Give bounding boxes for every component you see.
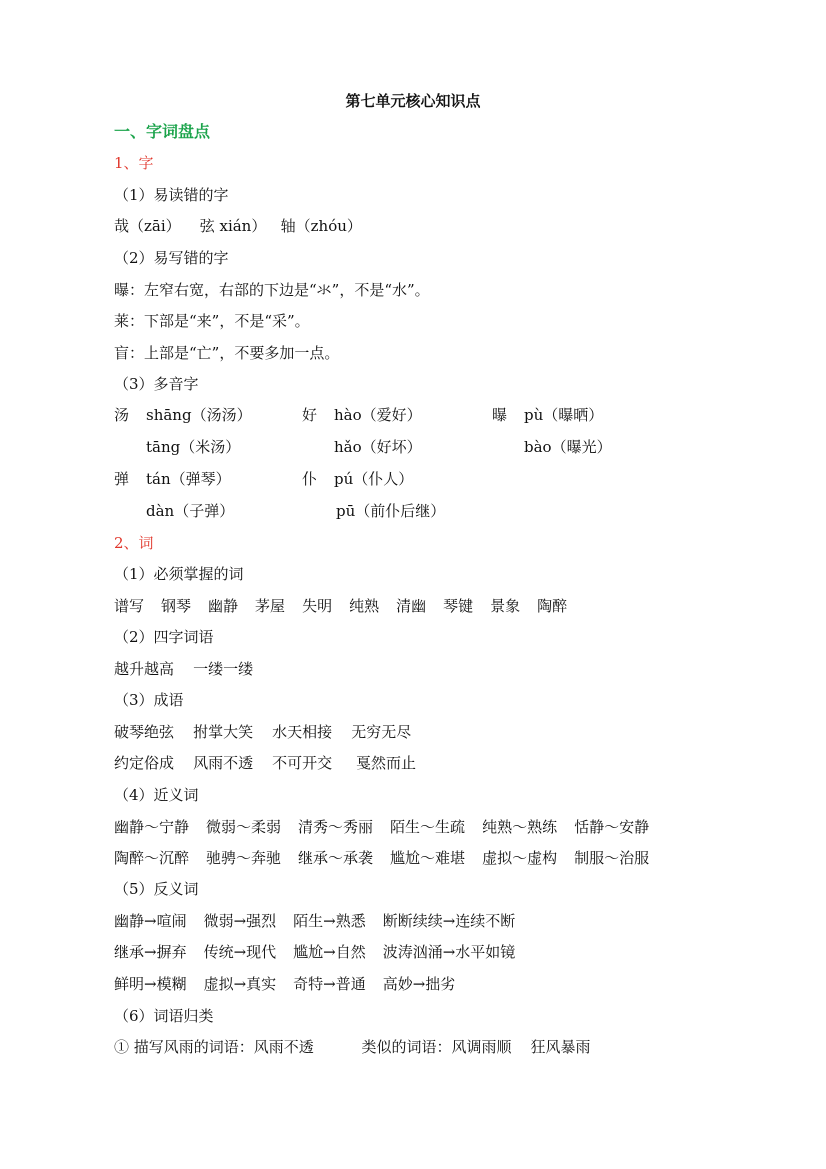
word-pair: 波涛汹涌→水平如镜 <box>382 943 516 961</box>
synonyms-row-1 <box>114 817 666 837</box>
word-pair: 继承～承袭 <box>298 849 374 867</box>
item-heading-idioms: （3）成语 <box>114 691 184 709</box>
item-heading-misread: （1）易读错的字 <box>114 186 229 204</box>
poly-reading: hǎo（好坏） <box>334 438 422 456</box>
item-heading-classification: （6）词语归类 <box>114 1007 214 1025</box>
word-pair: 清秀～秀丽 <box>298 818 374 836</box>
page-title: 第七单元核心知识点 <box>345 92 481 110</box>
word: 幽静 <box>208 597 239 615</box>
antonyms-row-2 <box>114 942 532 962</box>
word: 失明 <box>302 597 333 615</box>
word-pair: 陌生→熟悉 <box>293 912 366 930</box>
word-pair: 传统→现代 <box>203 943 277 961</box>
classification-line-1: ① 描写风雨的词语：风雨不透 类似的词语：风调雨顺 狂风暴雨 <box>114 1038 591 1056</box>
word: 谱写 <box>114 597 145 615</box>
word-pair: 恬静～安静 <box>574 818 650 836</box>
idioms-line-1: 破琴绝弦 拊掌大笑 水天相接 无穷无尽 <box>114 723 412 741</box>
poly-reading: bào（曝光） <box>524 438 612 456</box>
must-master-words-row <box>114 596 584 616</box>
word-pair: 尴尬→自然 <box>293 943 366 961</box>
word-pair: 鲜明→模糊 <box>114 975 187 993</box>
miswritten-line-3: 盲：上部是“亡”，不要多加一点。 <box>114 344 340 362</box>
word-pair: 继承→摒弃 <box>114 943 187 961</box>
poly-char-tang: 汤 <box>114 406 130 424</box>
item-heading-must-master: （1）必须掌握的词 <box>114 565 244 583</box>
word-pair: 驰骋～奔驰 <box>206 849 282 867</box>
word: 钢琴 <box>161 597 192 615</box>
word-pair: 尴尬～难堪 <box>390 849 466 867</box>
word-pair: 微弱→强烈 <box>203 912 277 930</box>
word: 清幽 <box>396 597 427 615</box>
poly-reading: hào（爱好） <box>334 406 422 424</box>
word-pair: 制服～治服 <box>574 849 650 867</box>
poly-reading: dàn（子弹） <box>146 502 235 520</box>
word: 茅屋 <box>255 597 286 615</box>
word: 陶醉 <box>537 597 568 615</box>
poly-reading: shāng（汤汤） <box>146 406 252 424</box>
miswritten-line-2: 莱：下部是“来”，不是“采”。 <box>114 312 310 330</box>
word-pair: 纯熟～熟练 <box>482 818 558 836</box>
poly-reading: pū（前仆后继） <box>336 502 446 520</box>
word-pair: 奇特→普通 <box>293 975 366 993</box>
section-heading-1: 一、字词盘点 <box>114 122 211 141</box>
word-pair: 虚拟～虚构 <box>482 849 558 867</box>
word-pair: 陌生～生疏 <box>390 818 466 836</box>
item-heading-polyphonic: （3）多音字 <box>114 375 199 393</box>
poly-reading: tāng（米汤） <box>146 438 241 456</box>
subsection-heading-chars: 1、字 <box>114 154 154 172</box>
word-pair: 幽静～宁静 <box>114 818 190 836</box>
miswritten-line-1: 曝：左窄右宽，右部的下边是“氺”，不是“水”。 <box>114 281 430 299</box>
word: 纯熟 <box>349 597 380 615</box>
word-pair: 陶醉～沉醉 <box>114 849 190 867</box>
poly-reading: pú（仆人） <box>334 470 414 488</box>
poly-reading: tán（弹琴） <box>146 470 231 488</box>
word: 景象 <box>490 597 521 615</box>
word-pair: 幽静→喧闹 <box>114 912 187 930</box>
item-heading-antonyms: （5）反义词 <box>114 880 199 898</box>
antonyms-row-3 <box>114 974 472 994</box>
subsection-heading-words: 2、词 <box>114 534 154 552</box>
synonyms-row-2 <box>114 848 666 868</box>
poly-char-hao: 好 <box>302 406 318 424</box>
four-char-line: 越升越高 一缕一缕 <box>114 660 254 678</box>
word-pair: 断断续续→连续不断 <box>382 912 516 930</box>
word-pair: 高妙→拙劣 <box>382 975 456 993</box>
word: 琴键 <box>443 597 474 615</box>
poly-char-dan: 弹 <box>114 470 130 488</box>
antonyms-row-1 <box>114 911 532 931</box>
word-pair: 虚拟→真实 <box>203 975 277 993</box>
item-heading-four-char: （2）四字词语 <box>114 628 214 646</box>
poly-reading: pù（曝晒） <box>524 406 604 424</box>
word-pair: 微弱～柔弱 <box>206 818 282 836</box>
item-heading-miswritten: （2）易写错的字 <box>114 249 229 267</box>
poly-char-pu-servant: 仆 <box>302 470 318 488</box>
misread-chars-line: 哉（zāi） 弦 xián） 轴（zhóu） <box>114 217 362 235</box>
idioms-line-2: 约定俗成 风雨不透 不可开交 戛然而止 <box>114 754 416 772</box>
poly-char-pu: 曝 <box>492 406 508 424</box>
item-heading-synonyms: （4）近义词 <box>114 786 199 804</box>
